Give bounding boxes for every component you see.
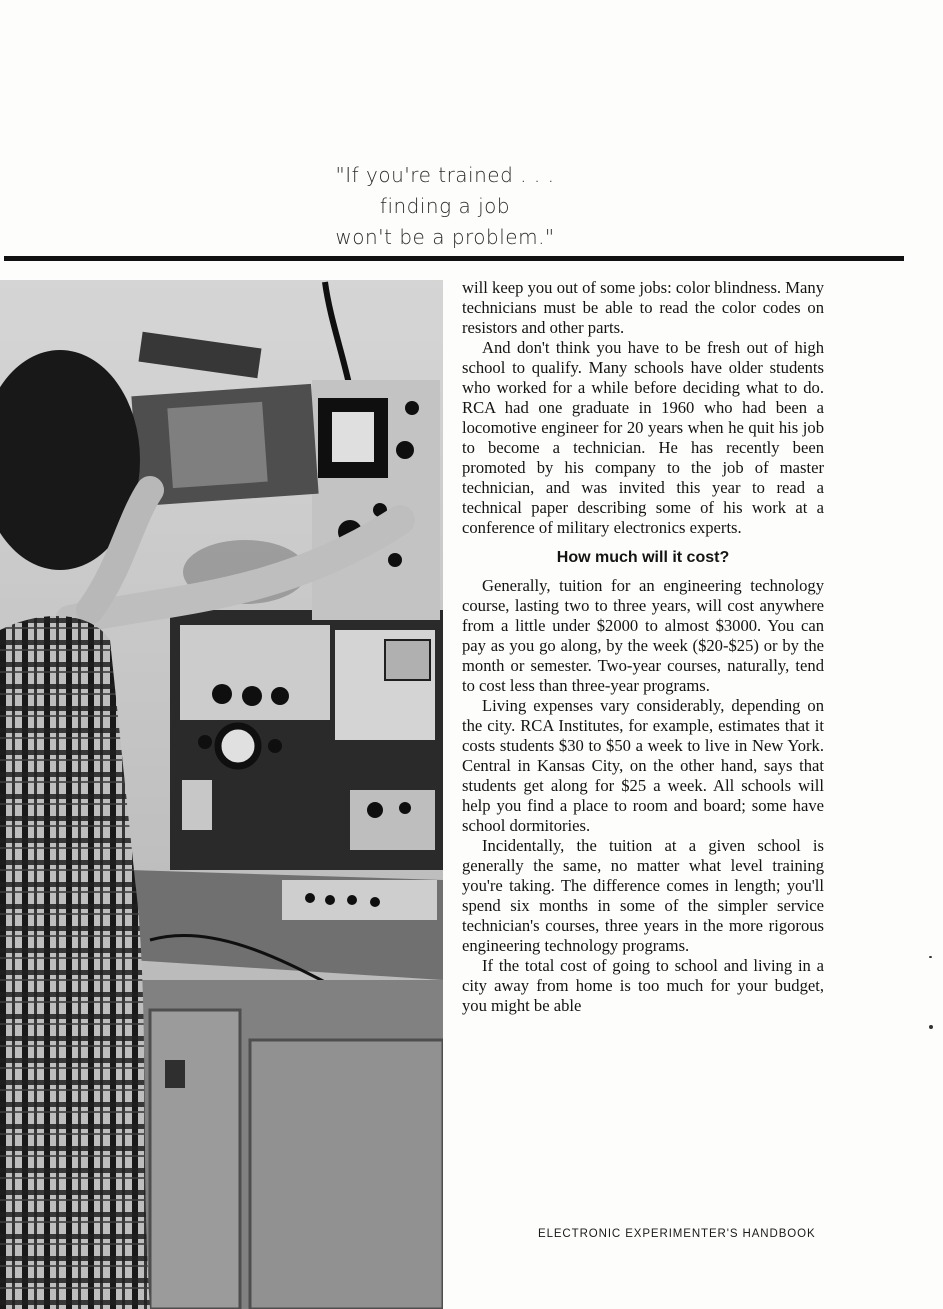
paragraph-5: Incidentally, the tuition at a given school is generally the same, no matter what level training you're taking. The difference comes in length; you'll spend six months in some of the simpler service technician's courses, three years in the more rigorous engineering technology programs.	[462, 836, 824, 955]
paragraph-6: If the total cost of going to school and living in a city away from home is too much for your budget, you might be able	[462, 956, 824, 1015]
pull-quote	[300, 160, 590, 253]
scan-speck	[929, 1025, 933, 1029]
paragraph-3: Generally, tuition for an engineering technology course, lasting two to three years, will cost anywhere from a little under $2000 to almost $3000. You can pay as you go along, by the week ($20-$25) or by the month or semester. Two-year courses, naturally, tend to cost less than three-year programs.	[462, 576, 824, 695]
pull-quote-line-2: finding a job	[379, 194, 511, 218]
horizontal-rule	[4, 256, 904, 261]
section-heading: How much will it cost?	[556, 549, 730, 566]
scan-speck	[929, 956, 932, 958]
running-footer: ELECTRONIC EXPERIMENTER'S HANDBOOK	[538, 1228, 816, 1240]
pull-quote-line-1: "If you're trained . . .	[335, 163, 555, 187]
article-column	[462, 278, 824, 1016]
paragraph-2: And don't think you have to be fresh out of high school to qualify. Many schools have older students who worked for a while before deciding what to do. RCA had one graduate in 1960 who had been a locomotive engineer for 20 years when he quit his job to become a technician. He has recently been promoted by his company to the job of master technician, and was invited this year to read a technical paper describing some of his work at a conference of military electronics experts.	[462, 338, 824, 537]
pull-quote-line-3: won't be a problem."	[335, 225, 555, 249]
technician-at-test-bench-photo	[0, 280, 443, 1309]
paragraph-1: will keep you out of some jobs: color blindness. Many technicians must be able to read the color codes on resistors and other parts.	[462, 278, 824, 337]
paragraph-4: Living expenses vary considerably, depending on the city. RCA Institutes, for example, estimates that it costs students $30 to $50 a week to live in New York. Central in Kansas City, on the other hand, says that students get along for $25 a week. All schools will help you find a place to room and board; some have school dormitories.	[462, 696, 824, 835]
